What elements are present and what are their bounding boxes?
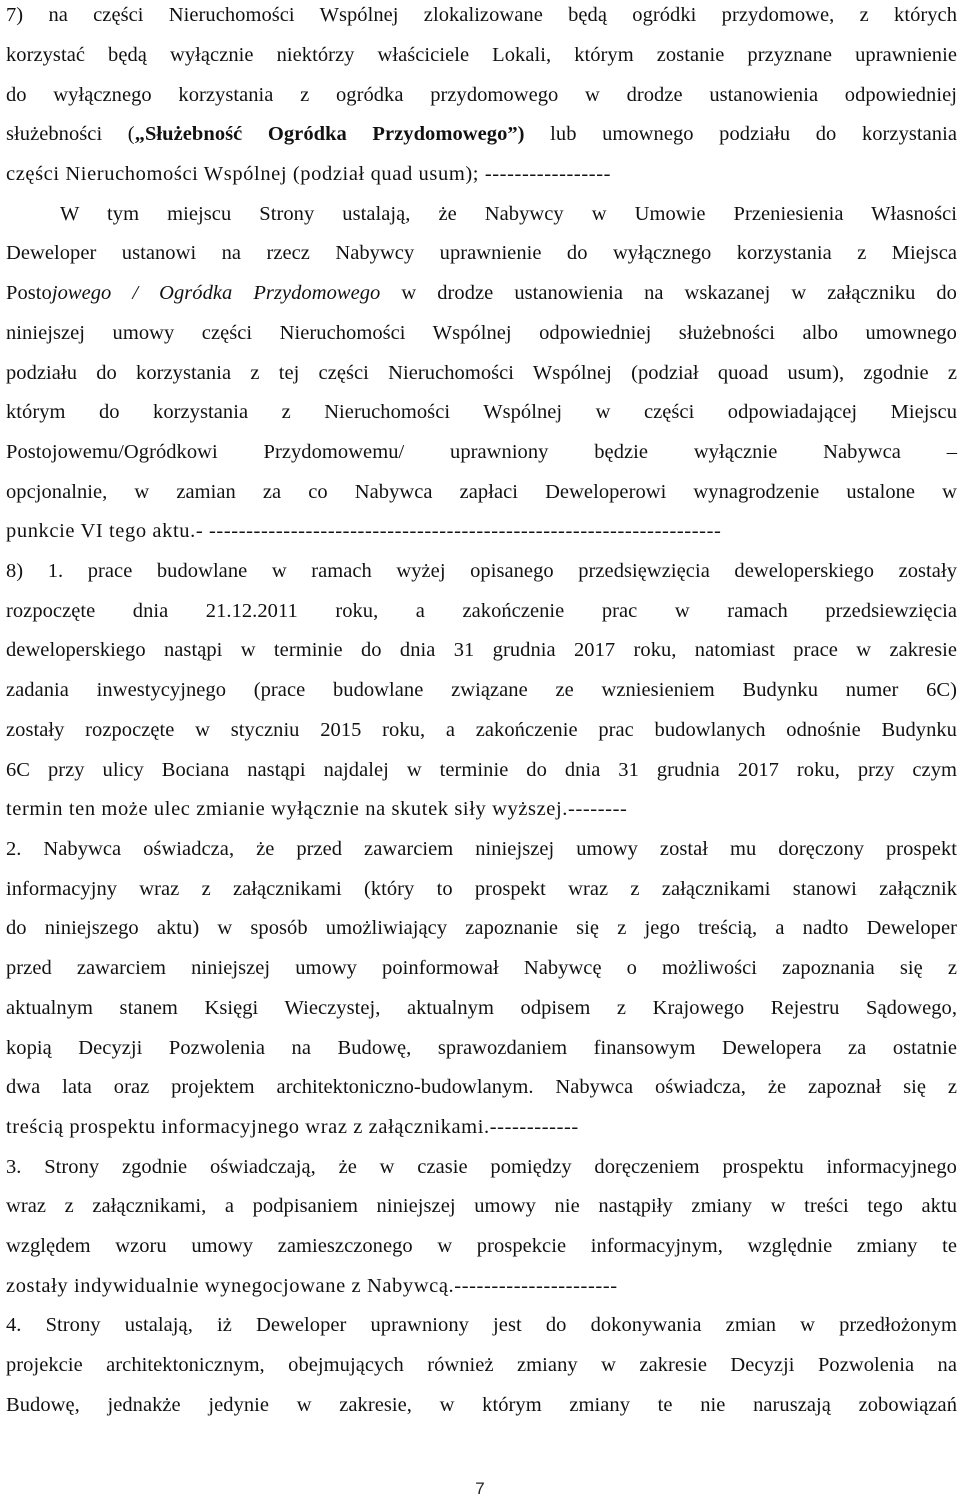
text-line: dwa lata oraz projektem architektoniczno-budowlanym. Nabywca oświadcza, że zapoznał się z bbox=[6, 1076, 957, 1098]
text-line: korzystać będą wyłącznie niektórzy właściciele Lokali, którym zostanie przyznane uprawnienie bbox=[6, 44, 957, 66]
text-line: Deweloper ustanowi na rzecz Nabywcy uprawnienie do wyłącznego korzystania z Miejsca bbox=[6, 242, 957, 264]
page-number: 7 bbox=[475, 1479, 485, 1498]
text-line: do wyłącznego korzystania z ogródka przydomowego w drodze ustanowienia odpowiedniej bbox=[6, 84, 957, 106]
text-line: termin ten może ulec zmianie wyłącznie na skutek siły wyższej.-------- bbox=[6, 798, 628, 820]
text-line: 2. Nabywca oświadcza, że przed zawarciem niniejszej umowy został mu doręczony prospekt bbox=[6, 838, 957, 860]
text-line: podziału do korzystania z tej części Nieruchomości Wspólnej (podział quoad usum), zgodnie z bbox=[6, 362, 957, 384]
text-line: względem wzoru umowy zamieszczonego w prospekcie informacyjnym, względnie zmiany te bbox=[6, 1235, 957, 1257]
text-line: zostały indywidualnie wynegocjowane z Nabywcą.---------------------- bbox=[6, 1275, 618, 1297]
text-line: niniejszej umowy części Nieruchomości Wspólnej odpowiedniej służebności albo umownego bbox=[6, 322, 957, 344]
text-line: punkcie VI tego aktu.- --------------------------------------------------------------------- bbox=[6, 520, 722, 542]
text-line: W tym miejscu Strony ustalają, że Nabywcy w Umowie Przeniesienia Własności bbox=[60, 203, 957, 225]
text-line: aktualnym stanem Księgi Wieczystej, aktualnym odpisem z Krajowego Rejestru Sądowego, bbox=[6, 997, 957, 1019]
text-line: rozpoczęte dnia 21.12.2011 roku, a zakończenie prac w ramach przedsiewzięcia bbox=[6, 600, 957, 622]
text-line: projekcie architektonicznym, obejmujących również zmiany w zakresie Decyzji Pozwolenia na bbox=[6, 1354, 957, 1376]
text-line: którym do korzystania z Nieruchomości Wspólnej w części odpowiadającej Miejscu bbox=[6, 401, 957, 423]
text-line: do niniejszego aktu) w sposób umożliwiający zapoznanie się z jego treścią, a nadto Deweloper bbox=[6, 917, 957, 939]
text-line: przed zawarciem niniejszej umowy poinformował Nabywcę o możliwości zapoznania się z bbox=[6, 957, 957, 979]
text-line: Postojowemu/Ogródkowi Przydomowemu/ uprawniony będzie wyłącznie Nabywca – bbox=[6, 441, 957, 463]
text-line: zadania inwestycyjnego (prace budowlane związane ze wzniesieniem Budynku numer 6C) bbox=[6, 679, 957, 701]
text-line: 4. Strony ustalają, iż Deweloper uprawniony jest do dokonywania zmian w przedłożonym bbox=[6, 1314, 957, 1336]
italic-term: jowego / Ogródka Przydomowego bbox=[51, 282, 381, 304]
text-line: części Nieruchomości Wspólnej (podział quad usum); ----------------- bbox=[6, 163, 612, 185]
text-line: 3. Strony zgodnie oświadczają, że w czasie pomiędzy doręczeniem prospektu informacyjnego bbox=[6, 1156, 957, 1178]
text-line: opcjonalnie, w zamian za co Nabywca zapłaci Deweloperowi wynagrodzenie ustalone w bbox=[6, 481, 957, 503]
text-line: 7) na części Nieruchomości Wspólnej zlokalizowane będą ogródki przydomowe, z których bbox=[6, 4, 957, 26]
text-line: służebności („Służebność Ogródka Przydomowego”) lub umownego podziału do korzystania bbox=[6, 123, 957, 145]
text-line: 8) 1. prace budowlane w ramach wyżej opisanego przedsięwzięcia deweloperskiego zostały bbox=[6, 560, 957, 582]
text-line: Budowę, jednakże jedynie w zakresie, w którym zmiany te nie naruszają zobowiązań bbox=[6, 1394, 957, 1416]
text-line: treścią prospektu informacyjnego wraz z załącznikami.------------ bbox=[6, 1116, 579, 1138]
bold-term: „Służebność Ogródka Przydomowego”) bbox=[134, 123, 525, 145]
text-line: deweloperskiego nastąpi w terminie do dnia 31 grudnia 2017 roku, natomiast prace w zakresie bbox=[6, 639, 957, 661]
text-line: wraz z załącznikami, a podpisaniem niniejszej umowy nie nastąpiły zmiany w treści tego aktu bbox=[6, 1195, 957, 1217]
text-line: zostały rozpoczęte w styczniu 2015 roku, a zakończenie prac budowlanych odnośnie Budynku bbox=[6, 719, 957, 741]
text-line: Postojowego / Ogródka Przydomowego w drodze ustanowienia na wskazanej w załączniku do bbox=[6, 282, 957, 304]
text-line: informacyjny wraz z załącznikami (który to prospekt wraz z załącznikami stanowi załącznik bbox=[6, 878, 957, 900]
text-line: kopią Decyzji Pozwolenia na Budowę, sprawozdaniem finansowym Dewelopera za ostatnie bbox=[6, 1037, 957, 1059]
text-line: 6C przy ulicy Bociana nastąpi najdalej w terminie do dnia 31 grudnia 2017 roku, przy czym bbox=[6, 759, 957, 781]
